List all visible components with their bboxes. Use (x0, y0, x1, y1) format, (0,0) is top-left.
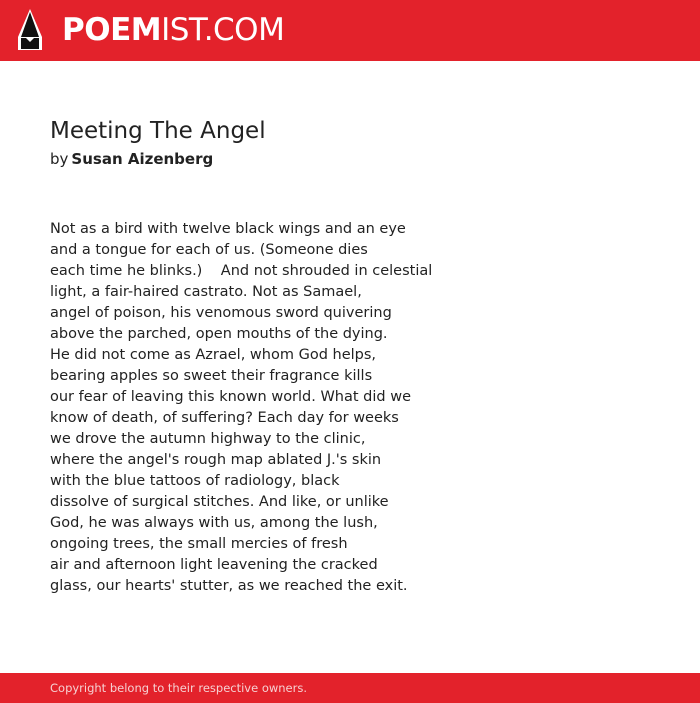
poem-line: bearing apples so sweet their fragrance kills (50, 368, 373, 384)
poem-byline (50, 148, 213, 170)
site-header (0, 0, 700, 61)
copyright-text: Copyright belong to their respective owners. (50, 681, 308, 695)
poem-line: glass, our hearts' stutter, as we reached the exit. (50, 578, 408, 594)
poem-line: dissolve of surgical stitches. And like, or unlike (50, 494, 389, 510)
poem-body (50, 219, 432, 597)
site-brand[interactable] (62, 10, 284, 50)
poem-line: angel of poison, his venomous sword quivering (50, 305, 392, 321)
poem-line: air and afternoon light leavening the cracked (50, 557, 378, 573)
poem-line: our fear of leaving this known world. What did we (50, 389, 412, 405)
by-label: by (50, 150, 69, 168)
poem-line: know of death, of suffering? Each day for weeks (50, 410, 399, 426)
poem-title: Meeting The Angel (50, 118, 266, 144)
poem-line: and a tongue for each of us. (Someone dies (50, 242, 368, 258)
poem-line: God, he was always with us, among the lush, (50, 515, 378, 531)
brand-bold: POEM (62, 12, 162, 48)
poem-line: we drove the autumn highway to the clinic, (50, 431, 366, 447)
poem-line: light, a fair-haired castrato. Not as Samael, (50, 284, 362, 300)
pencil-logo-icon[interactable] (17, 9, 43, 51)
poem-line: ongoing trees, the small mercies of fresh (50, 536, 348, 552)
brand-light: IST.COM (161, 12, 285, 48)
site-footer (0, 673, 700, 703)
poem-line: where the angel's rough map ablated J.'s skin (50, 452, 382, 468)
poem-line: He did not come as Azrael, whom God helps, (50, 347, 377, 363)
poem-line: each time he blinks.) And not shrouded in celestial (50, 263, 433, 279)
poem-line: with the blue tattoos of radiology, black (50, 473, 340, 489)
poem-line: Not as a bird with twelve black wings and an eye (50, 221, 406, 237)
poem-line: above the parched, open mouths of the dying. (50, 326, 388, 342)
author-name[interactable]: Susan Aizenberg (71, 150, 214, 168)
